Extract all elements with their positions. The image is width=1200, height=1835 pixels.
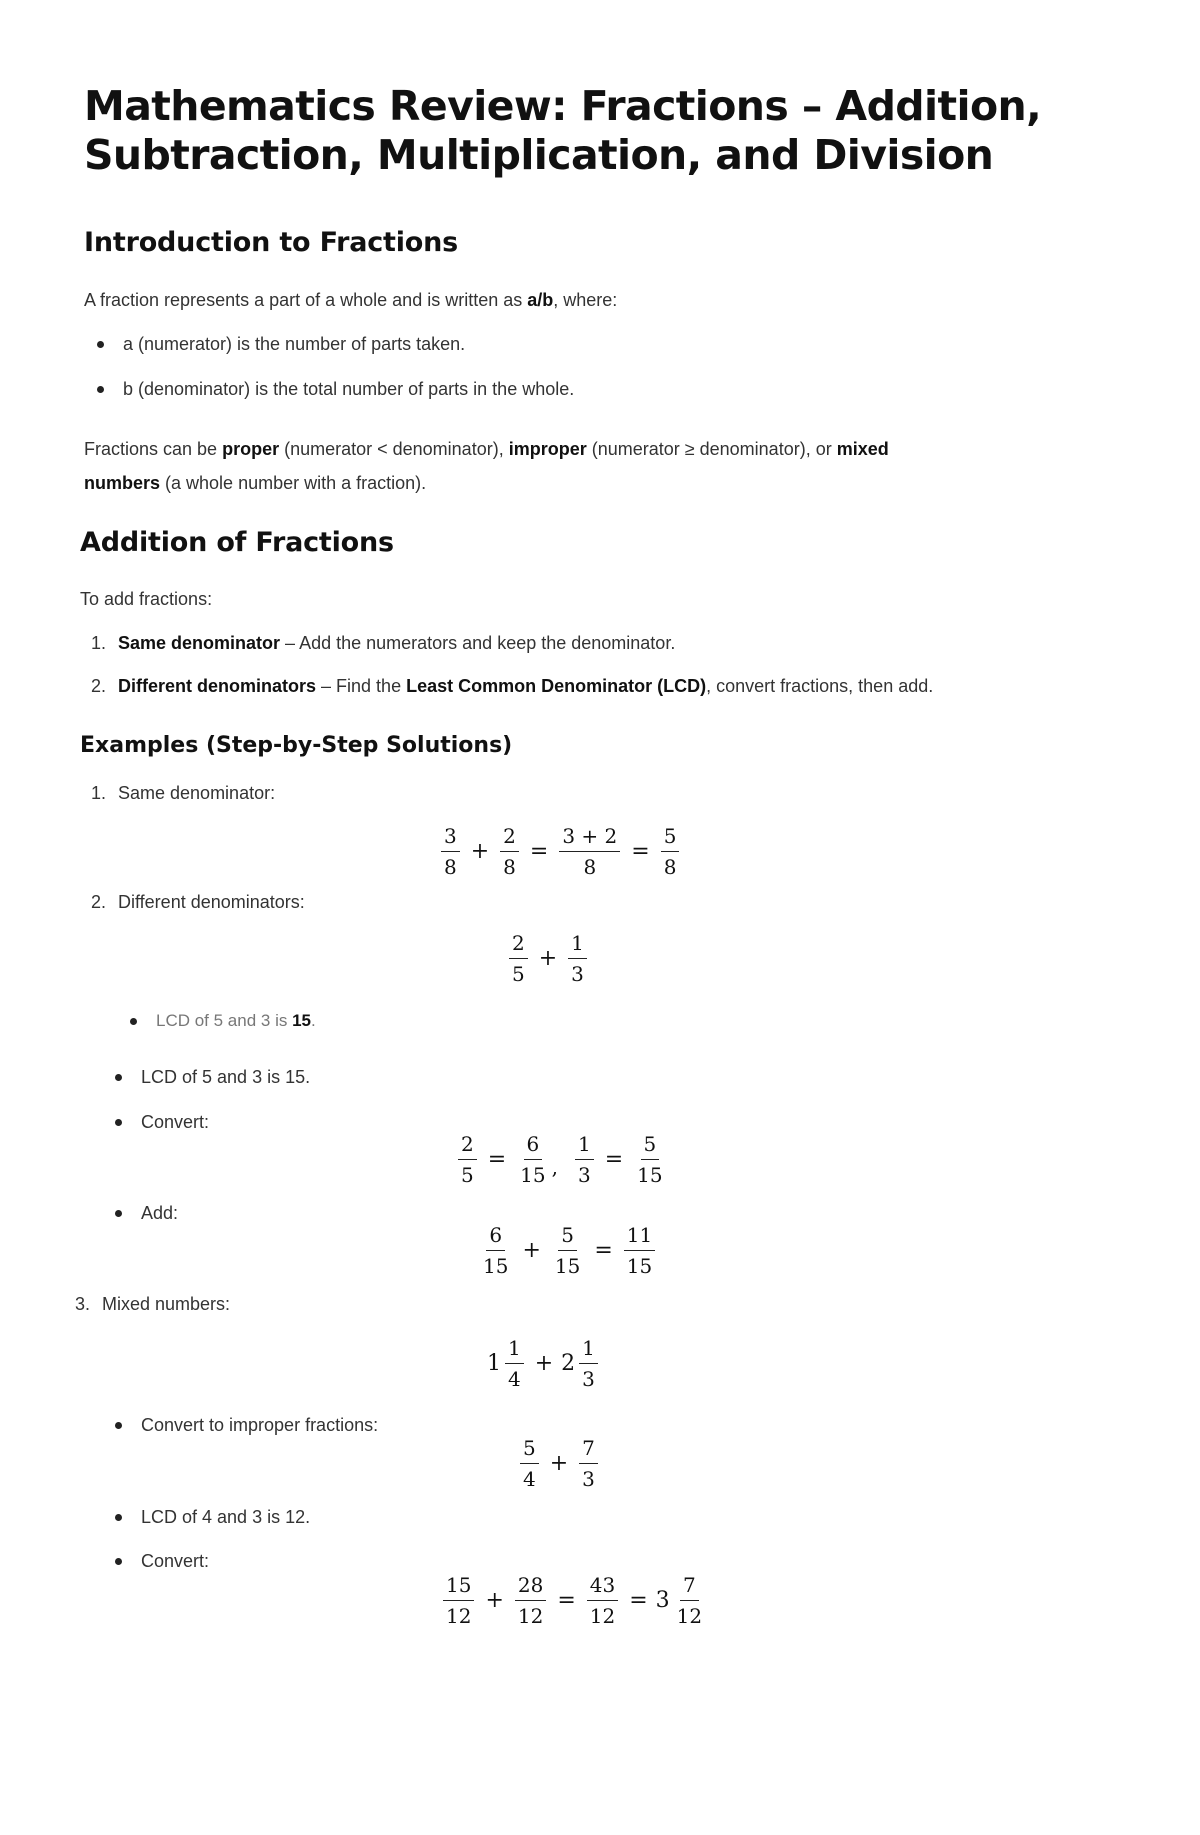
step-number: 2. — [91, 676, 107, 696]
example-number: 1. — [91, 783, 107, 803]
denominator: 3 — [571, 962, 584, 986]
numerator: 1 — [505, 1338, 524, 1364]
equals-sign: = — [594, 1238, 613, 1263]
fraction — [509, 933, 528, 984]
fraction — [568, 933, 587, 984]
example-3-mixed — [487, 1338, 601, 1389]
example-3-convert-label: Convert: — [141, 1544, 209, 1578]
step-2-title: Different denominators — [118, 676, 317, 696]
step-2-lcd: Least Common Denominator (LCD) — [406, 676, 707, 696]
numerator: 1 — [579, 1338, 598, 1364]
denominator: 15 — [626, 1254, 653, 1278]
intro-bullet-denominator: b (denominator) is the total number of parts in the whole. — [123, 372, 574, 406]
fraction — [515, 1575, 546, 1626]
faded-lcd-note — [156, 1004, 316, 1038]
denominator: 8 — [583, 855, 597, 879]
step-2-text-tail: , convert fractions, then add. — [706, 676, 934, 696]
denominator: 15 — [483, 1254, 509, 1278]
addition-step-2 — [91, 669, 934, 703]
faded-lcd-text: LCD of 5 and 3 is — [156, 1011, 293, 1030]
plus-sign: + — [485, 1588, 504, 1613]
example-1-text: Same denominator: — [118, 783, 276, 803]
example-2-equation — [506, 933, 590, 984]
numerator: 2 — [509, 933, 528, 959]
addition-lead: To add fractions: — [80, 589, 213, 609]
whole-number: 2 — [561, 1351, 576, 1376]
fraction — [480, 1225, 511, 1276]
types-numbers: numbers — [84, 473, 161, 493]
example-3-lcd: LCD of 4 and 3 is 12. — [141, 1500, 310, 1534]
denominator: 12 — [589, 1604, 616, 1628]
intro-heading: Introduction to Fractions — [84, 227, 459, 258]
examples-heading: Examples (Step-by-Step Solutions) — [80, 733, 513, 758]
example-2-text: Different denominators: — [118, 892, 305, 912]
numerator: 43 — [587, 1575, 618, 1601]
step-1-text: – Add the numerators and keep the denominator. — [280, 633, 676, 653]
types-mixed: mixed — [836, 439, 889, 459]
intro-lead-text: A fraction represents a part of a whole and is written as — [84, 290, 528, 310]
numerator: 3 — [441, 826, 460, 852]
denominator: 15 — [520, 1163, 546, 1187]
example-2-add-label: Add: — [141, 1196, 178, 1230]
types-proper: proper — [222, 439, 280, 459]
denominator: 4 — [523, 1467, 536, 1491]
example-number: 3. — [75, 1294, 91, 1314]
equals-sign: = — [629, 1588, 648, 1613]
denominator: 8 — [663, 855, 677, 879]
example-3-improper — [517, 1438, 601, 1489]
denominator: 12 — [446, 1604, 472, 1628]
fraction — [634, 1134, 665, 1185]
numerator: 2 — [458, 1134, 477, 1160]
fraction — [575, 1134, 594, 1185]
example-2-addition — [477, 1225, 658, 1276]
numerator: 1 — [568, 933, 587, 959]
example-1-equation — [438, 826, 682, 877]
numerator: 28 — [515, 1575, 546, 1601]
denominator: 8 — [444, 855, 457, 879]
fraction — [443, 1575, 474, 1626]
step-number: 1. — [91, 633, 107, 653]
whole-number: 3 — [655, 1588, 670, 1613]
equals-sign: = — [631, 839, 650, 864]
example-3-result — [440, 1575, 708, 1626]
fraction — [520, 1438, 539, 1489]
intro-lead-fraction: a/b — [527, 290, 554, 310]
example-1-label — [91, 776, 276, 810]
denominator: 15 — [554, 1254, 581, 1278]
denominator: 4 — [508, 1367, 521, 1391]
numerator: 5 — [558, 1225, 577, 1251]
step-1-title: Same denominator — [118, 633, 281, 653]
faded-lcd-period: . — [311, 1011, 316, 1030]
example-3-improper-label: Convert to improper fractions: — [141, 1408, 378, 1442]
fraction — [552, 1225, 583, 1276]
numerator: 7 — [680, 1575, 699, 1601]
numerator: 15 — [443, 1575, 474, 1601]
intro-lead-tail: , where: — [553, 290, 618, 310]
fraction — [505, 1338, 524, 1389]
fraction-types-line-1 — [84, 432, 889, 466]
fraction — [458, 1134, 477, 1185]
example-2-lcd: LCD of 5 and 3 is 15. — [141, 1060, 310, 1094]
types-text-2: (numerator < denominator), — [279, 439, 509, 459]
plus-sign: + — [534, 1351, 554, 1376]
numerator: 11 — [624, 1225, 655, 1251]
step-2-text: – Find the — [316, 676, 407, 696]
denominator: 3 — [582, 1467, 595, 1491]
intro-bullet-numerator: a (numerator) is the number of parts taken. — [123, 327, 465, 361]
denominator: 8 — [503, 855, 516, 879]
numerator: 1 — [575, 1134, 594, 1160]
numerator: 3 + 2 — [559, 826, 620, 852]
numerator: 5 — [641, 1134, 660, 1160]
plus-sign: + — [470, 839, 490, 864]
example-3-text: Mixed numbers: — [102, 1294, 231, 1314]
fraction — [517, 1134, 548, 1185]
equals-sign: = — [557, 1588, 576, 1613]
example-2-label — [91, 885, 305, 919]
addition-heading: Addition of Fractions — [80, 527, 394, 558]
intro-lead — [84, 283, 617, 317]
equals-sign: = — [529, 839, 549, 864]
fraction — [661, 826, 680, 877]
denominator: 15 — [637, 1163, 663, 1187]
numerator: 7 — [579, 1438, 598, 1464]
numerator: 2 — [500, 826, 519, 852]
example-number: 2. — [91, 892, 107, 912]
denominator: 3 — [582, 1367, 595, 1391]
example-3-label — [75, 1287, 231, 1321]
equals-sign: = — [604, 1147, 624, 1172]
fraction — [500, 826, 519, 877]
numerator: 5 — [661, 826, 680, 852]
comma: , — [551, 1154, 558, 1179]
denominator: 3 — [577, 1163, 591, 1187]
numerator: 6 — [486, 1225, 505, 1251]
equals-sign: = — [487, 1147, 507, 1172]
addition-step-1 — [91, 626, 676, 660]
plus-sign: + — [522, 1238, 541, 1263]
denominator: 5 — [512, 962, 525, 986]
fraction — [559, 826, 620, 877]
example-2-conversion — [455, 1134, 669, 1185]
types-improper: improper — [508, 439, 587, 459]
example-2-convert-label: Convert: — [141, 1105, 209, 1139]
types-text-3: (numerator ≥ denominator), or — [586, 439, 837, 459]
whole-number: 1 — [487, 1351, 501, 1376]
fraction-types-line-2 — [84, 466, 426, 500]
fraction — [674, 1575, 705, 1626]
types-text-1: Fractions can be — [84, 439, 223, 459]
page-title: Mathematics Review: Fractions – Addition, Subtraction, Multiplication, and Division — [84, 82, 1042, 179]
fraction — [587, 1575, 618, 1626]
denominator: 5 — [461, 1163, 474, 1187]
denominator: 12 — [517, 1604, 544, 1628]
denominator: 12 — [676, 1604, 703, 1628]
fraction — [579, 1338, 598, 1389]
types-text-4: (a whole number with a fraction). — [160, 473, 427, 493]
plus-sign: + — [538, 946, 558, 971]
faded-lcd-value: 15 — [292, 1011, 311, 1030]
fraction — [579, 1438, 598, 1489]
plus-sign: + — [549, 1451, 569, 1476]
numerator: 5 — [520, 1438, 539, 1464]
numerator: 6 — [524, 1134, 543, 1160]
fraction — [624, 1225, 655, 1276]
fraction — [441, 826, 460, 877]
